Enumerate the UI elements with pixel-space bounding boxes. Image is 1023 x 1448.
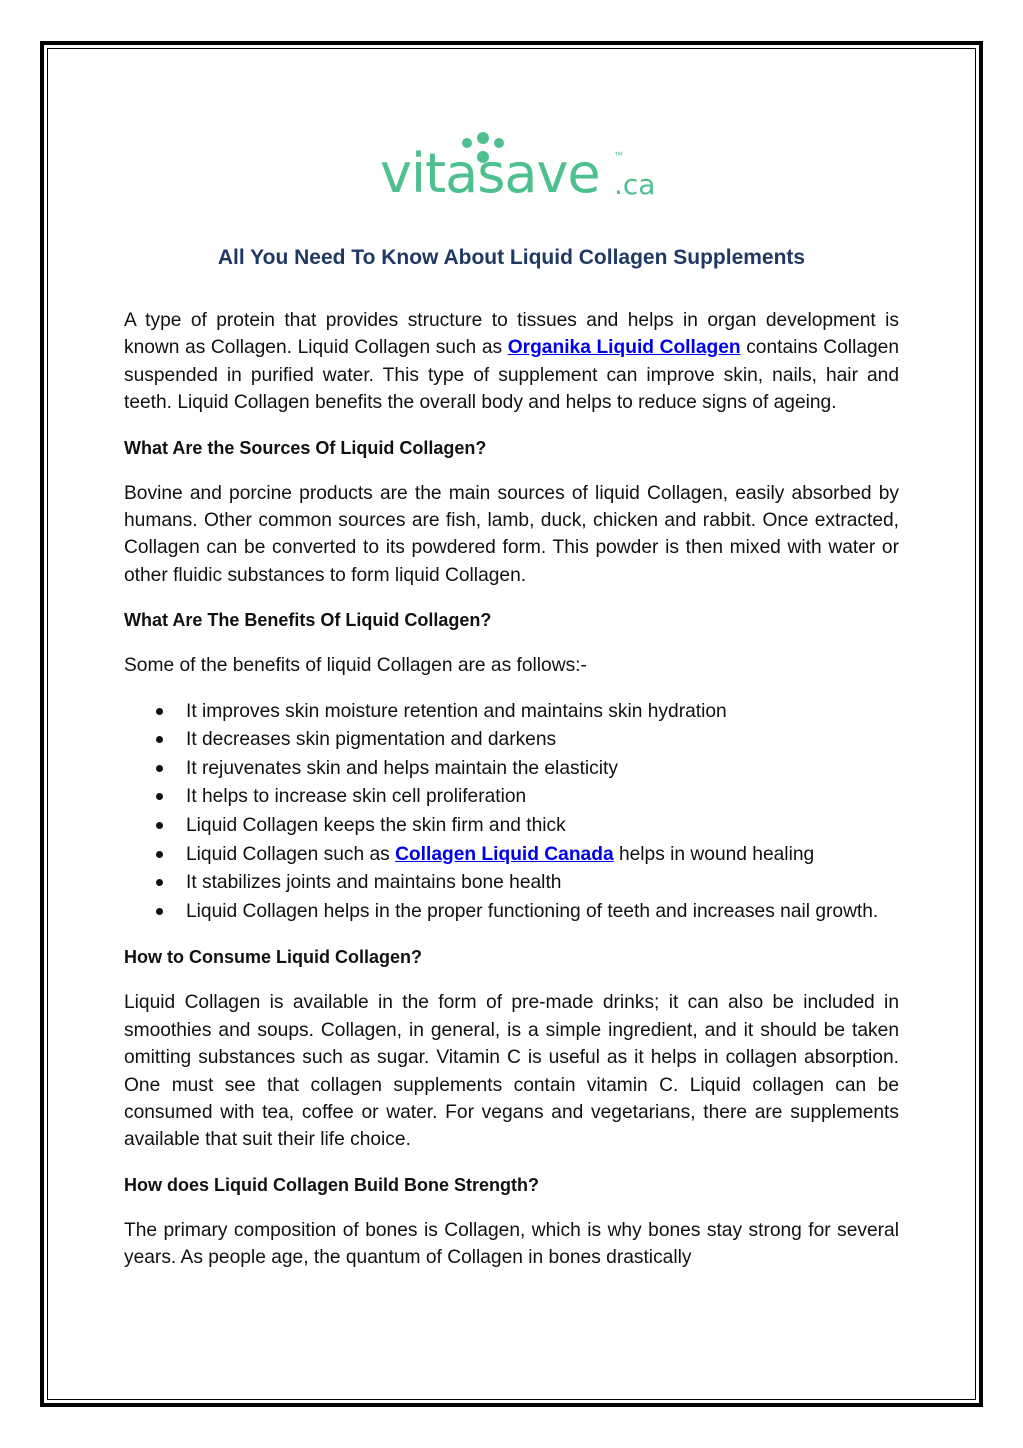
benefits-lead: Some of the benefits of liquid Collagen are as follows:- xyxy=(124,655,587,677)
bullet-icon xyxy=(156,879,163,886)
bone-strength-paragraph: The primary composition of bones is Collagen, which is why bones stay strong for several years. As people age, the quantum of Collagen in bones drastically xyxy=(124,1219,899,1269)
list-item-text-before: Liquid Collagen such as xyxy=(186,843,396,865)
list-item-text: It improves skin moisture retention and maintains skin hydration xyxy=(186,700,727,722)
bone-strength-heading: How does Liquid Collagen Build Bone Strength? xyxy=(124,1174,539,1195)
bullet-icon xyxy=(156,736,163,743)
logo-trademark: ™ xyxy=(614,150,623,160)
list-item xyxy=(124,898,899,927)
bullet-icon xyxy=(156,708,163,715)
intro-paragraph xyxy=(124,307,899,417)
logo-domain: .ca xyxy=(614,168,656,201)
sources-paragraph: Bovine and porcine products are the main sources of liquid Collagen, easily absorbed by humans. Other common sources are fish, lamb, duck, chicken and rabbit. Once extracted, Collagen can be converted to its powdered form. This powder is then mixed with water or other fluidic substances to form liquid Collagen. xyxy=(124,482,899,586)
logo-wordmark: vitasave xyxy=(380,142,600,205)
sources-heading: What Are the Sources Of Liquid Collagen? xyxy=(124,437,487,458)
list-item xyxy=(124,726,899,755)
list-item xyxy=(124,698,899,727)
list-item xyxy=(124,869,899,898)
list-item xyxy=(124,755,899,784)
list-item-text: It decreases skin pigmentation and darkens xyxy=(186,729,557,751)
list-item-text: It stabilizes joints and maintains bone health xyxy=(186,872,562,894)
list-item-text: It helps to increase skin cell proliferation xyxy=(186,786,527,808)
bullet-icon xyxy=(156,793,163,800)
bullet-icon xyxy=(156,765,163,772)
list-item xyxy=(124,841,899,870)
list-item xyxy=(124,812,899,841)
benefits-list xyxy=(124,698,899,927)
article-title: All You Need To Know About Liquid Collagen Supplements xyxy=(217,246,806,269)
collagen-liquid-canada-link[interactable]: Collagen Liquid Canada xyxy=(395,843,614,865)
bullet-icon xyxy=(156,908,163,915)
consume-paragraph: Liquid Collagen is available in the form of pre-made drinks; it can also be included in smoothies and soups. Collagen, in general, is a simple ingredient, and it should be taken omitting substances such as sugar. Vitamin C is useful as it helps in collagen absorption. One must see that collagen supplements contain vitamin C. Liquid collagen can be consumed with tea, coffee or water. For vegans and vegetarians, there are supplements available that suit their life choice. xyxy=(124,992,899,1151)
bullet-icon xyxy=(156,851,163,858)
consume-heading: How to Consume Liquid Collagen? xyxy=(124,947,422,968)
intro-text-before: A type of protein that provides structure to tissues and helps in organ development is known as Collagen. Liquid Collagen such as xyxy=(124,310,899,359)
benefits-heading: What Are The Benefits Of Liquid Collagen? xyxy=(124,610,492,631)
organika-liquid-collagen-link[interactable]: Organika Liquid Collagen xyxy=(507,337,741,359)
list-item xyxy=(124,783,899,812)
list-item-text: Liquid Collagen keeps the skin firm and thick xyxy=(186,815,566,837)
list-item-text: Liquid Collagen helps in the proper functioning of teeth and increases nail growth. xyxy=(186,900,879,922)
bullet-icon xyxy=(156,822,163,829)
article xyxy=(124,243,899,1290)
list-item-text: It rejuvenates skin and helps maintain the elasticity xyxy=(186,757,618,779)
list-item-text-after: helps in wound healing xyxy=(613,843,815,865)
vitasave-logo xyxy=(380,132,656,208)
intro-text-after: contains Collagen suspended in purified water. This type of supplement can improve skin, nails, hair and teeth. Liquid Collagen benefits the overall body and helps to reduce signs of ageing. xyxy=(124,337,900,414)
